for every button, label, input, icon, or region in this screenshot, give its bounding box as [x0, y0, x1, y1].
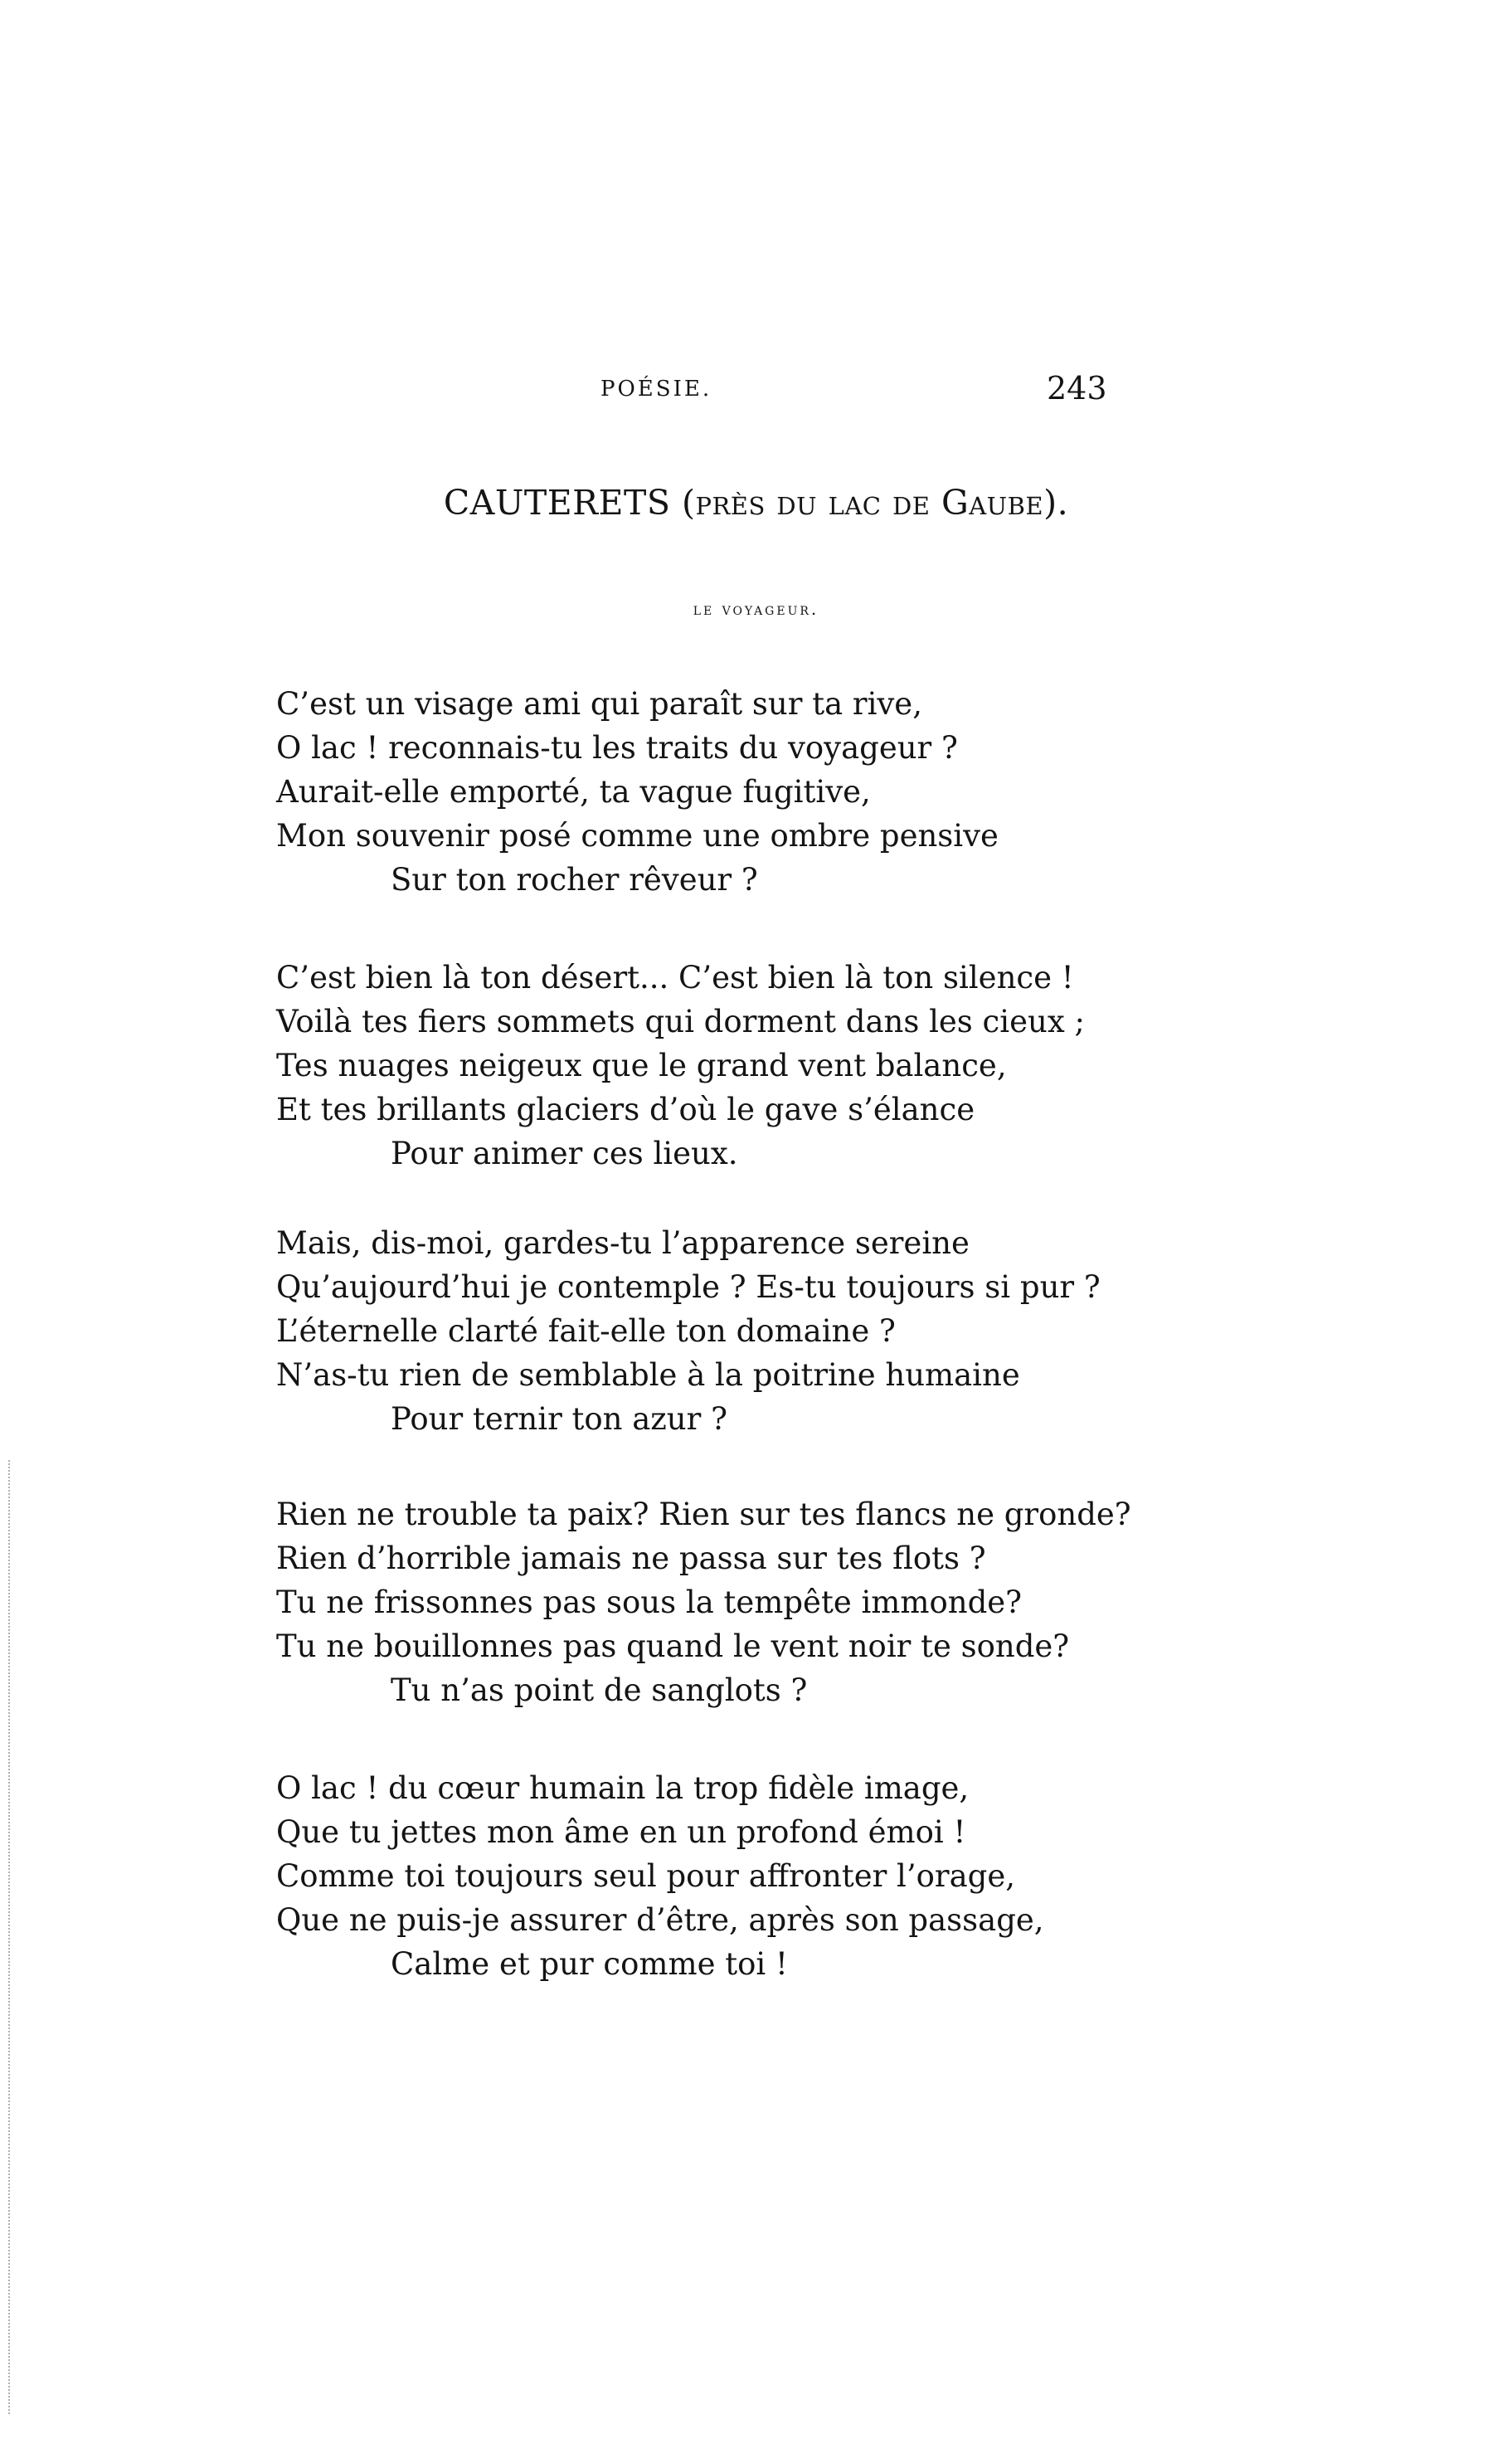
- verse-line: Mais, dis-moi, gardes-tu l’apparence sereine: [276, 1225, 970, 1261]
- verse-line: Que tu jettes mon âme en un profond émoi !: [276, 1814, 966, 1850]
- poem-title-main: CAUTERETS: [443, 483, 671, 523]
- verse-line: O lac ! reconnais-tu les traits du voyageur ?: [276, 730, 958, 766]
- stanza-5: [276, 1766, 1230, 1986]
- page-number: 243: [1047, 370, 1107, 406]
- verse-line: Aurait-elle emporté, ta vague fugitive,: [276, 774, 871, 810]
- stanza-3: [276, 1221, 1230, 1441]
- speaker-label: le voyageur.: [693, 599, 819, 619]
- stanza-2: [276, 956, 1230, 1176]
- running-title: POÉSIE.: [600, 377, 712, 402]
- verse-line: Et tes brillants glaciers d’où le gave s’élance: [276, 1092, 975, 1127]
- verse-line: L’éternelle clarté fait-elle ton domaine ?: [276, 1313, 896, 1349]
- verse-line: Rien d’horrible jamais ne passa sur tes flots ?: [276, 1541, 986, 1576]
- scan-margin-marks: [8, 1460, 15, 2414]
- verse-line: Voilà tes fiers sommets qui dorment dans les cieux ;: [276, 1004, 1085, 1039]
- verse-line: N’as-tu rien de semblable à la poitrine humaine: [276, 1357, 1020, 1393]
- verse-line-short: Sur ton rocher rêveur ?: [391, 862, 758, 898]
- verse-line: Qu’aujourd’hui je contemple ? Es-tu toujours si pur ?: [276, 1269, 1101, 1305]
- verse-line: O lac ! du cœur humain la trop fidèle image,: [276, 1770, 970, 1806]
- stanza-4: [276, 1492, 1230, 1712]
- verse-line: C’est un visage ami qui paraît sur ta rive,: [276, 686, 922, 722]
- verse-line-short: Calme et pur comme toi !: [391, 1946, 788, 1982]
- verse-line: Mon souvenir posé comme une ombre pensive: [276, 818, 999, 854]
- verse-line: Tes nuages neigeux que le grand vent balance,: [276, 1048, 1007, 1083]
- verse-line: Comme toi toujours seul pour affronter l’orage,: [276, 1858, 1015, 1894]
- verse-line: Tu ne bouillonnes pas quand le vent noir te sonde?: [276, 1628, 1070, 1664]
- verse-line-short: Tu n’as point de sanglots ?: [391, 1672, 808, 1708]
- verse-line-short: Pour animer ces lieux.: [391, 1136, 738, 1171]
- running-head: [0, 370, 1512, 410]
- verse-line: Rien ne trouble ta paix? Rien sur tes flancs ne gronde?: [276, 1497, 1131, 1532]
- poem-title: [0, 483, 1512, 523]
- verse-line: Tu ne frissonnes pas sous la tempête immonde?: [276, 1584, 1023, 1620]
- stanza-1: [276, 682, 1230, 902]
- verse-line-short: Pour ternir ton azur ?: [391, 1401, 727, 1437]
- poem-title-subtitle: (près du lac de Gaube).: [681, 483, 1069, 523]
- verse-line: C’est bien là ton désert... C’est bien là ton silence !: [276, 960, 1074, 995]
- verse-line: Que ne puis-je assurer d’être, après son passage,: [276, 1902, 1044, 1938]
